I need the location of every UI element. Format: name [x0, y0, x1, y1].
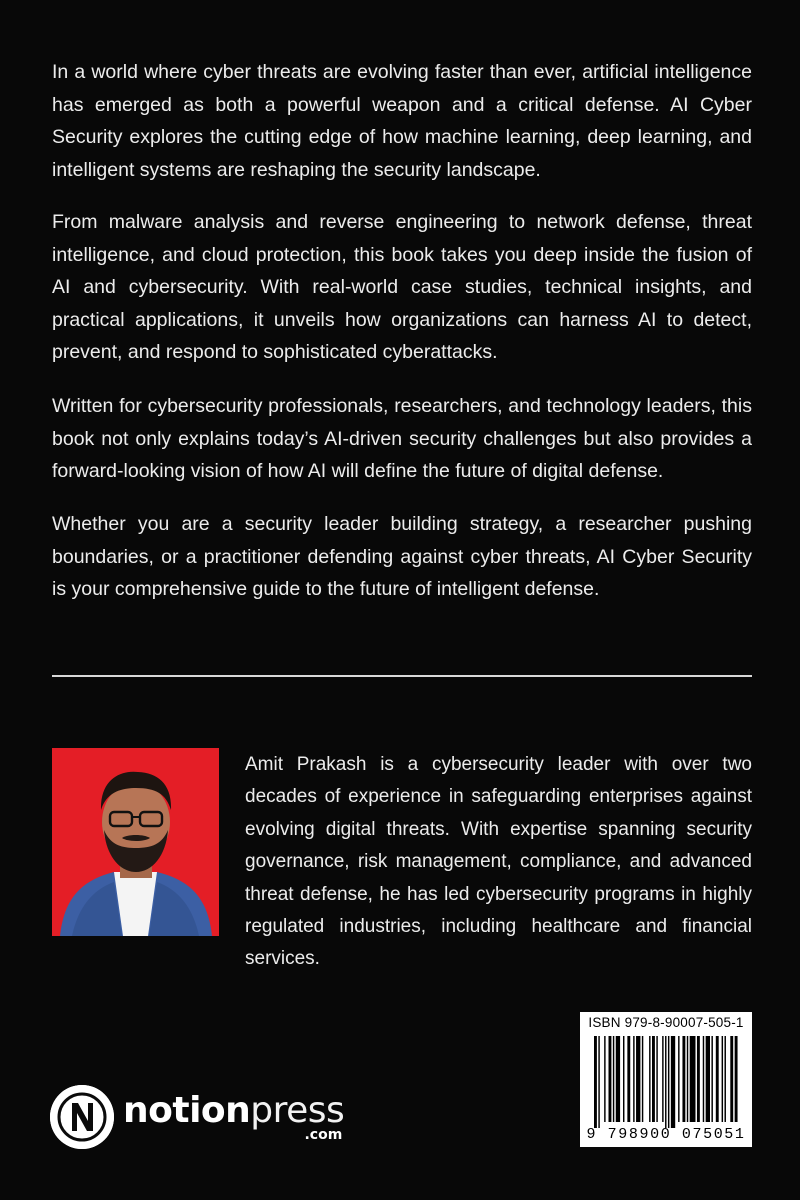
barcode-bar — [697, 1036, 700, 1122]
barcode-bar — [690, 1036, 696, 1122]
barcode-bars — [592, 1036, 740, 1128]
author-bio: Amit Prakash is a cybersecurity leader with over two decades of experience in safeguarding enterprises against evolving digital threats. With expertise spanning security governance, risk management, compliance, and advanced threat defense, he has led cybersecurity programs in highly regulated industries, including healthcare and financial services. — [245, 754, 752, 970]
publisher-name-bold: notion — [123, 1090, 251, 1131]
publisher-domain: .com — [304, 1127, 343, 1143]
blurb-paragraph-1: In a world where cyber threats are evolving faster than ever, artificial intelligence has emerged as both a powerful weapon and a critical defense. AI Cyber Security explores the cutting edge of how machine learning, deep learning, and intelligent systems are reshaping the security landscape. — [52, 61, 752, 181]
isbn-barcode — [580, 1012, 752, 1147]
publisher-name-light: press — [250, 1090, 345, 1131]
barcode-bar — [633, 1036, 634, 1122]
barcode-bar — [665, 1036, 666, 1128]
author-photo — [52, 748, 219, 936]
barcode-bar — [623, 1036, 624, 1122]
barcode-bar — [711, 1036, 712, 1122]
barcode-bar — [652, 1036, 655, 1122]
barcode-bar — [636, 1036, 640, 1122]
publisher-wordmark — [123, 1085, 344, 1149]
barcode-bar — [613, 1036, 614, 1122]
blurb-paragraph-2: From malware analysis and reverse engineering to network defense, threat intelligence, and cloud protection, this book takes you deep inside the fusion of AI and cybersecurity. With real-world case studies, technical insights, and practical applications, it unveils how organizations can harness AI to detect, prevent, and respond to sophisticated cyberattacks. — [52, 211, 752, 363]
notionpress-logo-icon — [50, 1085, 114, 1149]
barcode-bar — [671, 1036, 675, 1128]
barcode-bar — [662, 1036, 663, 1122]
barcode-bar — [730, 1036, 733, 1122]
barcode-bar — [604, 1036, 605, 1122]
barcode-bar — [656, 1036, 657, 1122]
barcode-bar — [627, 1036, 630, 1122]
barcode-bar — [703, 1036, 704, 1122]
barcode-bar — [598, 1036, 599, 1128]
barcode-bar — [682, 1036, 685, 1122]
barcode-bar — [609, 1036, 612, 1122]
barcode-bar — [725, 1036, 726, 1122]
barcode-bar — [642, 1036, 643, 1122]
barcode-bar — [687, 1036, 688, 1122]
barcode-bar — [706, 1036, 710, 1122]
publisher-logo — [50, 1085, 344, 1149]
barcode-bar — [616, 1036, 620, 1122]
barcode-bar — [594, 1036, 597, 1128]
blurb-paragraph-4: Whether you are a security leader building strategy, a researcher pushing boundaries, or a practitioner defending against cyber threats, AI Cyber Security is your comprehensive guide to the future of intelligent defense. — [52, 513, 752, 600]
isbn-label: ISBN 979-8-90007-505-1 — [588, 1015, 744, 1030]
barcode-bar — [722, 1036, 723, 1122]
barcode-bar — [649, 1036, 650, 1122]
section-divider — [52, 675, 752, 677]
barcode-bar — [735, 1036, 738, 1122]
barcode-bar — [716, 1036, 719, 1122]
barcode-bar — [668, 1036, 669, 1128]
barcode-bar — [678, 1036, 679, 1122]
barcode-digits: 9 798900 075051 — [586, 1126, 746, 1143]
blurb-paragraph-3: Written for cybersecurity professionals, researchers, and technology leaders, this book not only explains today’s AI-driven security challenges but also provides a forward-looking vision of how AI will define the future of digital defense. — [52, 395, 752, 482]
